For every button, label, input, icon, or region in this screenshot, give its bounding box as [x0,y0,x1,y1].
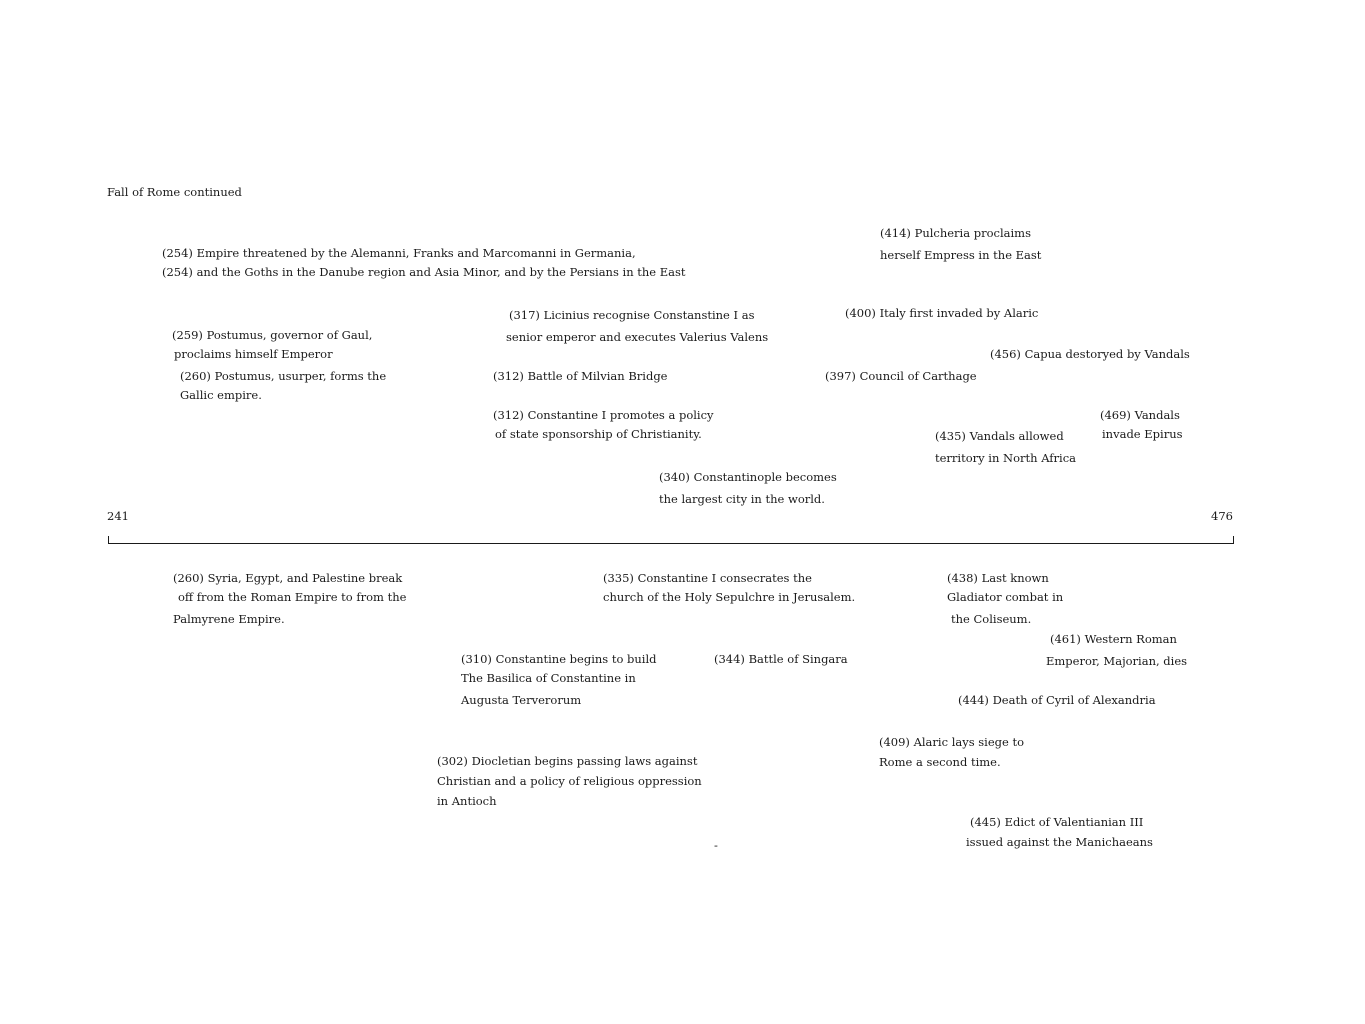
axis-end-tick [1233,536,1234,544]
timeline-event: (461) Western Roman Emperor, Majorian, dies [1046,632,1188,668]
timeline-event: (397) Council of Carthage [825,369,977,383]
timeline-event: (254) Empire threatened by the Alemanni, Franks and Marcomanni in Germania, (254) and the Goths in the Danube region and Asia Minor, and by the Persians in the East [162,246,686,279]
axis-start-tick [108,536,109,544]
timeline-event: (340) Constantinople becomes the largest city in the world. [659,470,837,506]
timeline-event: (260) Postumus, usurper, forms the Gallic empire. [180,369,387,402]
timeline-event: (335) Constantine I consecrates the church of the Holy Sepulchre in Jerusalem. [603,571,856,604]
timeline-event: (409) Alaric lays siege to Rome a second time. [879,735,1025,769]
timeline-event: (317) Licinius recognise Constanstine I as senior emperor and executes Valerius Valens [506,308,769,344]
timeline-event: (414) Pulcheria proclaims herself Empress in the East [880,226,1042,262]
timeline-event: (312) Constantine I promotes a policy of state sponsorship of Christianity. [493,408,714,441]
timeline-event: (444) Death of Cyril of Alexandria [958,693,1156,707]
axis-end-label: 476 [1211,509,1233,523]
timeline-event: (445) Edict of Valentianian III issued against the Manichaeans [966,815,1153,849]
timeline-event: (344) Battle of Singara [714,652,848,666]
timeline-axis [108,543,1234,544]
page-title: Fall of Rome continued [107,185,242,199]
timeline-event: (260) Syria, Egypt, and Palestine break off from the Roman Empire to from the Palmyrene Empire. [173,571,407,626]
timeline-event: (456) Capua destoryed by Vandals [990,347,1190,361]
timeline-event: (310) Constantine begins to build The Basilica of Constantine in Augusta Terverorum [461,652,657,707]
stray-mark: - [714,838,718,852]
timeline-event: (469) Vandals invade Epirus [1100,408,1183,441]
timeline-event: (312) Battle of Milvian Bridge [493,369,668,383]
timeline-event: (400) Italy first invaded by Alaric [845,306,1039,320]
timeline-event: (435) Vandals allowed territory in North Africa [935,429,1077,465]
timeline-event: (438) Last known Gladiator combat in the Coliseum. [947,571,1064,626]
timeline-event: (259) Postumus, governor of Gaul, proclaims himself Emperor [172,328,373,361]
timeline-event: (302) Diocletian begins passing laws against Christian and a policy of religious oppression in Antioch [437,754,702,808]
axis-start-label: 241 [107,509,129,523]
